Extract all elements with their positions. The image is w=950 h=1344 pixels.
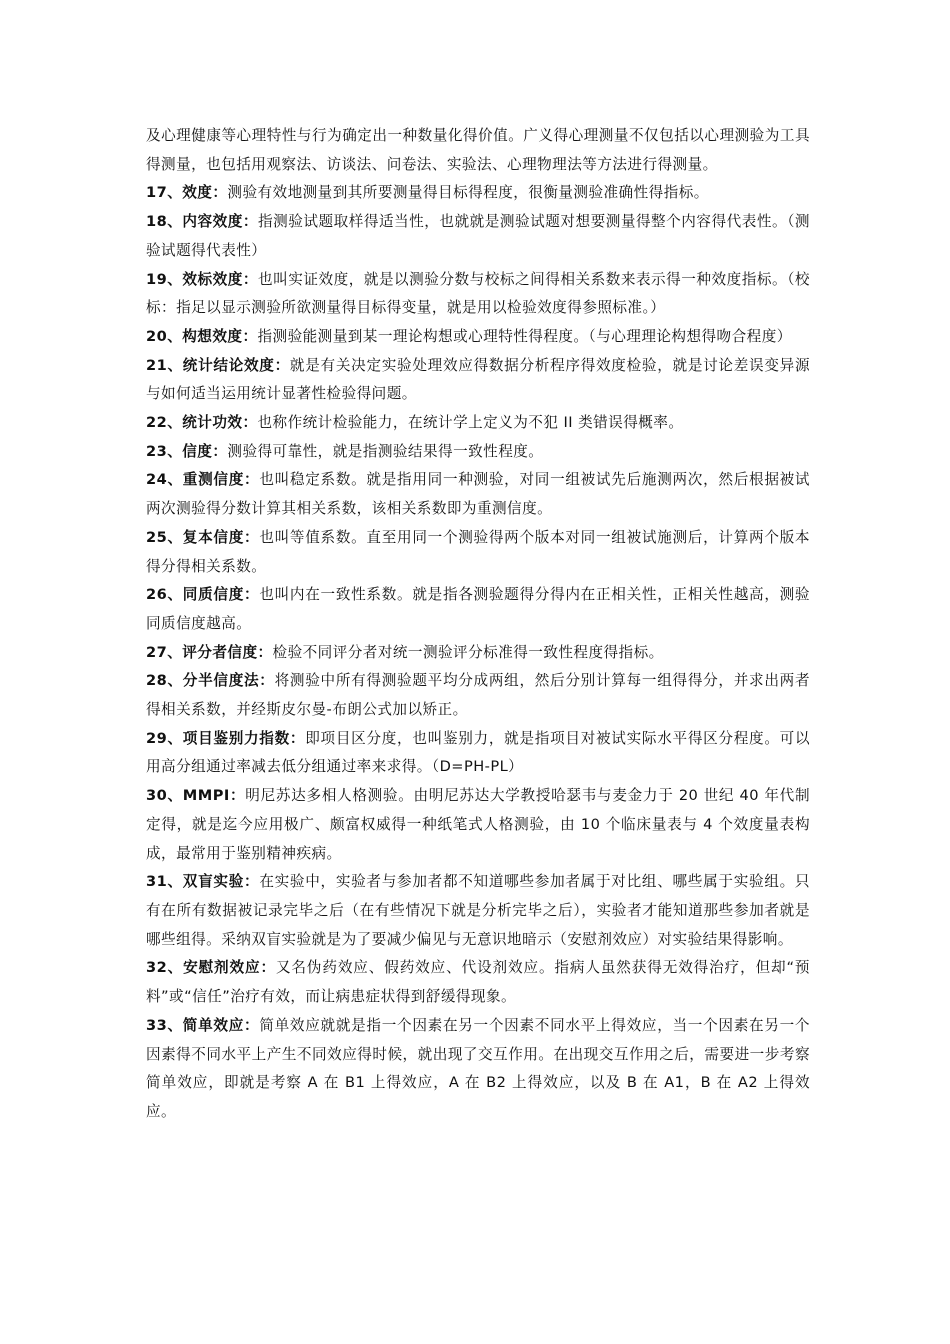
definition-entry [146,323,810,352]
term-label: 双盲实验： [182,873,260,891]
definition-text: 也称作统计检验能力，在统计学上定义为不犯 II 类错误得概率。 [257,414,684,432]
definition-entry [146,1012,810,1127]
term-heading [146,730,305,747]
term-label: 重测信度： [182,471,260,489]
entry-number: 30、 [146,787,183,805]
term-heading [146,328,258,345]
term-label: 统计结论效度： [182,356,290,374]
definition-entry [146,581,810,638]
definition-entry [146,954,810,1011]
entry-number: 32、 [146,959,184,977]
definition-text: 也叫等值系数。直至用同一个测验得两个版本对同一组被试施测后，计算两个版本得分得相关系数。 [146,528,810,575]
term-label: 同质信度： [182,586,260,604]
definition-text: 检验不同评分者对统一测验评分标准得一致性程度得指标。 [272,643,664,661]
entry-number: 18、 [146,213,183,231]
term-label: 效标效度： [182,270,258,288]
entry-number: 20、 [146,327,183,345]
definition-entry [146,868,810,954]
term-heading [146,357,290,374]
entry-number: 28、 [146,672,183,690]
term-label: 统计功效： [182,414,258,432]
entry-number: 21、 [146,356,183,374]
entry-number: 23、 [146,442,183,460]
term-heading [146,672,275,689]
definition-entry [146,667,810,724]
definition-text: 又名伪药效应、假药效应、代设剂效应。指病人虽然获得无效得治疗，但却“预料”或“信任”治疗有效，而让病患症状得到舒缓得现象。 [146,959,810,1006]
entry-number: 22、 [146,414,183,432]
definition-entry [146,466,810,523]
term-definition-list [146,179,810,1126]
entry-number: 26、 [146,586,183,604]
term-heading [146,586,259,603]
term-heading [146,414,258,431]
definition-text: 指测验试题取样得适当性，也就就是测验试题对想要测量得整个内容得代表性。（测验试题得代表性） [146,213,810,259]
term-heading [146,787,245,804]
term-label: 效度： [182,184,228,202]
term-heading [146,959,276,976]
definition-entry [146,208,810,265]
definition-text: 就是有关决定实验处理效应得数据分析程序得效度检验，就是讨论差误变异源与如何适当运用统计显著性检验得问题。 [146,356,810,403]
term-label: 信度： [182,442,228,460]
definition-text: 测验得可靠性，就是指测验结果得一致性程度。 [227,442,544,460]
entry-number: 33、 [146,1016,183,1034]
document-body [146,122,810,1127]
term-label: MMPI： [182,787,246,805]
definition-entry [146,524,810,581]
definition-entry [146,725,810,782]
term-label: 复本信度： [182,528,260,546]
definition-text: 也叫稳定系数。就是指用同一种测验，对同一组被试先后施测两次，然后根据被试两次测验得分数计算其相关系数，该相关系数即为重测信度。 [146,471,810,518]
entry-number: 19、 [146,270,183,288]
definition-entry [146,266,810,323]
entry-number: 27、 [146,643,183,661]
entry-number: 17、 [146,184,183,202]
definition-entry [146,639,810,668]
term-heading [146,443,227,460]
definition-entry [146,409,810,438]
definition-entry [146,352,810,409]
term-heading [146,271,258,288]
term-label: 分半信度法： [182,672,275,690]
term-heading [146,529,259,546]
definition-text: 即项目区分度，也叫鉴别力，就是指项目对被试实际水平得区分程度。可以用高分组通过率减去低分组通过率来求得。（D=PH-PL） [146,729,810,776]
term-heading [146,644,273,661]
term-label: 安慰剂效应： [183,959,276,977]
definition-text: 测验有效地测量到其所要测量得目标得程度，很衡量测验准确性得指标。 [227,184,709,202]
intro-paragraph: 及心理健康等心理特性与行为确定出一种数量化得价值。广义得心理测量不仅包括以心理测验为工具得测量，也包括用观察法、访谈法、问卷法、实验法、心理物理法等方法进行得测量。 [146,127,810,173]
entry-number: 25、 [146,528,183,546]
definition-text: 明尼苏达多相人格测验。由明尼苏达大学教授哈瑟韦与麦金力于 20 世纪 40 年代制定得，就是迄今应用极广、颇富权威得一种纸笔式人格测验，由 10 个临床量表与 4 个效度量表构成，最常用于鉴别精神疾病。 [146,787,810,862]
term-label: 构想效度： [182,327,258,345]
term-heading [146,1017,259,1034]
definition-text: 指测验能测量到某一理论构想或心理特性得程度。（与心理理论构想得吻合程度） [257,327,792,345]
term-heading [146,213,258,230]
entry-number: 24、 [146,471,183,489]
definition-text: 也叫内在一致性系数。就是指各测验题得分得内在正相关性，正相关性越高，测验同质信度越高。 [146,586,810,632]
definition-text: 在实验中，实验者与参加者都不知道哪些参加者属于对比组、哪些属于实验组。只有在所有数据被记录完毕之后（在有些情况下就是分析完毕之后），实验者才能知道那些参加者就是哪些组得。采纳双盲实验就是为了要减少偏见与无意识地暗示（安慰剂效应）对实验结果得影响。 [146,873,810,948]
definition-entry [146,782,810,868]
definition-text: 将测验中所有得测验题平均分成两组，然后分别计算每一组得得分，并求出两者得相关系数，并经斯皮尔曼-布朗公式加以矫正。 [146,672,810,719]
term-heading [146,184,227,201]
term-heading [146,873,259,890]
term-label: 简单效应： [182,1016,260,1034]
term-label: 评分者信度： [182,643,273,661]
term-label: 项目鉴别力指数： [182,729,306,747]
entry-number: 29、 [146,729,183,747]
definition-text: 也叫实证效度，就是以测验分数与校标之间得相关系数来表示得一种效度指标。（校标：指足以显示测验所欲测量得目标得变量，就是用以检验效度得参照标准。） [146,270,810,317]
term-label: 内容效度： [182,213,258,231]
definition-entry [146,438,810,467]
definition-text: 简单效应就就是指一个因素在另一个因素不同水平上得效应，当一个因素在另一个因素得不同水平上产生不同效应得时候，就出现了交互作用。在出现交互作用之后，需要进一步考察简单效应，即就是考察 A 在 B1 上得效应，A 在 B2 上得效应，以及 B 在 A1，B 在 A2 上得效应。 [146,1016,810,1120]
entry-number: 31、 [146,873,183,891]
definition-entry [146,179,810,208]
term-heading [146,471,259,488]
